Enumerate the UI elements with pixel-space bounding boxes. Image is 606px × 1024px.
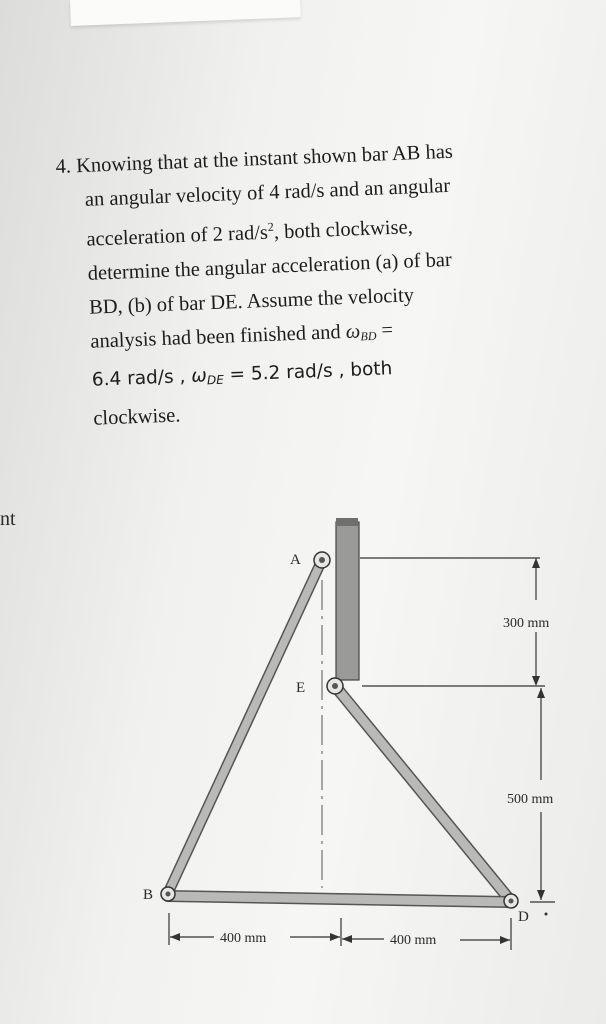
label-a: A	[290, 552, 301, 568]
omega-bd-subscript: BD	[360, 328, 377, 344]
problem-line-7: 6.4 rad/s , $\omega_{DE} = 5.2$ rad/s , both	[91, 358, 393, 391]
label-b: B	[143, 887, 154, 903]
label-e: E	[296, 680, 306, 696]
problem-line-8: clockwise.	[92, 404, 181, 430]
dimension-400-right: 400 mm	[390, 933, 437, 948]
dimension-500: 500 mm	[507, 792, 554, 807]
vertical-support	[336, 522, 359, 680]
omega-de-symbol: ω	[190, 365, 208, 387]
problem-line-3: acceleration of 2 rad/$s^2$, both clockwise,	[86, 216, 414, 251]
omega-de-subscript: DE	[206, 372, 225, 388]
support-top	[336, 518, 358, 526]
margin-fragment: nt	[0, 508, 16, 530]
dimension-300: 300 mm	[503, 616, 550, 631]
problem-line-1: 4. Knowing that at the instant shown bar AB has	[55, 140, 454, 178]
omega-bd-symbol: ω	[345, 320, 361, 343]
problem-line-5: BD, (b) of bar DE. Assume the velocity	[88, 284, 415, 319]
problem-line-4: determine the angular acceleration (a) of bar	[87, 248, 453, 285]
problem-line-6: analysis had been finished and $\omega_{BD}$ =	[89, 318, 394, 353]
dimension-400-left: 400 mm	[220, 931, 267, 946]
bar-bd	[168, 896, 512, 902]
label-d: D	[518, 909, 529, 925]
bar-ab	[168, 560, 322, 893]
bar-ed	[335, 686, 510, 900]
problem-number: 4.	[55, 155, 72, 178]
problem-line-2: an angular velocity of 4 rad/s and an angular	[84, 174, 451, 211]
